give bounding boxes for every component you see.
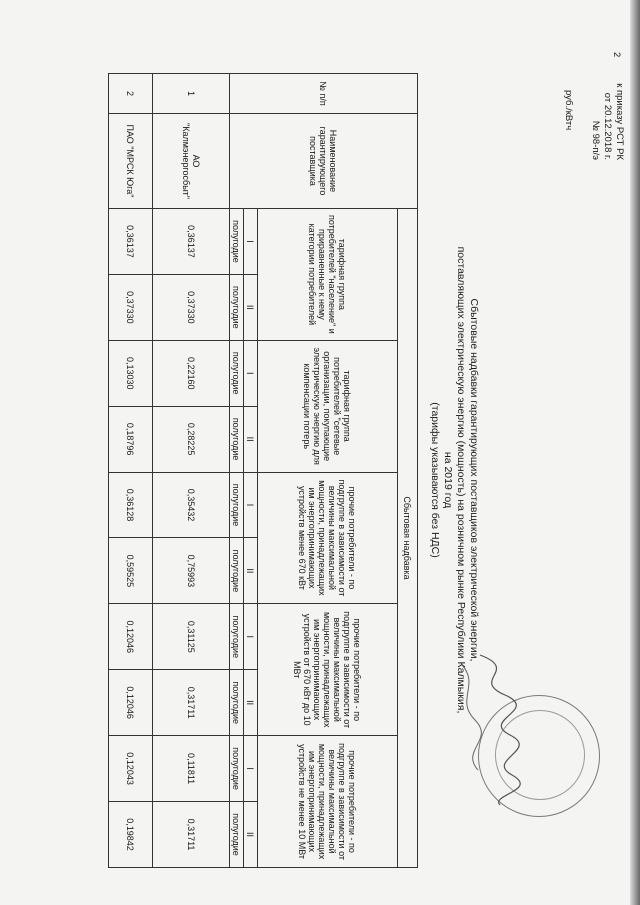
value-cell: 0,19842 — [109, 802, 153, 868]
half-label: I — [244, 472, 258, 538]
value-cell: 0,31125 — [152, 604, 229, 670]
header-number: № п/п — [230, 74, 418, 114]
title-line-2: поставляющих электрическую энергию (мощность) на розничном рынке Республики Калмыкия, — [455, 246, 467, 714]
group-under-670kw: прочие потребители - по подгруппе в зависимости от величины максимальной мощности, принадлежащих им энергопринимающих устройств менее 670 кВт — [258, 472, 398, 604]
order-line-2: от 20.12.2018 г. — [602, 92, 613, 160]
half-word: полугодие — [230, 802, 244, 868]
half-word: полугодие — [230, 340, 244, 406]
surcharge-table — [108, 73, 418, 868]
value-cell: 0,75993 — [152, 538, 229, 604]
table-row — [152, 74, 229, 868]
value-cell: 0,31711 — [152, 670, 229, 736]
handwritten-signature — [450, 650, 540, 810]
value-cell: 0,12043 — [109, 736, 153, 802]
supplier-name: ПАО "МРСК Юга" — [109, 114, 153, 209]
half-label: II — [244, 274, 258, 340]
value-cell: 0,36137 — [152, 209, 229, 275]
half-label: I — [244, 209, 258, 275]
group-grid-organizations: тарифная группа потребителей "сетевые организации, покупающие электрическую энергию для компенсации потерь — [258, 340, 398, 472]
order-line-1: к приказу РСТ РК — [614, 83, 625, 160]
supplier-name: АО "Калмэнергосбыт" — [152, 114, 229, 209]
value-cell: 0,18796 — [109, 406, 153, 472]
half-label: II — [244, 538, 258, 604]
half-word: полугодие — [230, 670, 244, 736]
header-surcharge: Сбытовая надбавка — [398, 209, 418, 868]
value-cell: 0,28225 — [152, 406, 229, 472]
half-label: I — [244, 604, 258, 670]
row-number: 2 — [109, 74, 153, 114]
half-word: полугодие — [230, 406, 244, 472]
half-word: полугодие — [230, 604, 244, 670]
table-row — [109, 74, 153, 868]
title-line-3: на 2019 год — [442, 451, 454, 509]
title-line-1: Сбытовые надбавки гарантирующих поставщиков электрической энергии, — [468, 298, 480, 662]
half-word: полугодие — [230, 209, 244, 275]
half-label: II — [244, 670, 258, 736]
group-over-10mw: прочие потребители - по подгруппе в зависимости от величины максимальной мощности, принадлежащих им энергопринимающих устройств не менее 10 МВт — [258, 736, 398, 868]
value-cell: 0,36128 — [109, 472, 153, 538]
value-cell: 0,31711 — [152, 802, 229, 868]
value-cell: 0,35432 — [152, 472, 229, 538]
value-cell: 0,11811 — [152, 736, 229, 802]
half-label: II — [244, 802, 258, 868]
row-number: 1 — [152, 74, 229, 114]
value-cell: 0,22160 — [152, 340, 229, 406]
value-cell: 0,37330 — [152, 274, 229, 340]
half-word: полугодие — [230, 472, 244, 538]
value-cell: 0,12046 — [109, 604, 153, 670]
value-cell: 0,37330 — [109, 274, 153, 340]
half-label: I — [244, 736, 258, 802]
half-word: полугодие — [230, 274, 244, 340]
value-cell: 0,13030 — [109, 340, 153, 406]
group-670kw-10mw: прочие потребители - по подгруппе в зависимости от величины максимальной мощности, принадлежащих им энергопринимающих устройств от 670 кВт до 10 МВт — [258, 604, 398, 736]
value-cell: 0,12046 — [109, 670, 153, 736]
title-line-4: (тарифы указываются без НДС) — [429, 402, 441, 558]
value-cell: 0,59525 — [109, 538, 153, 604]
unit-label: руб./кВтч — [563, 90, 574, 131]
half-label: I — [244, 340, 258, 406]
half-word: полугодие — [230, 736, 244, 802]
order-line-3: № 98-п/э — [590, 120, 601, 160]
order-reference — [589, 20, 625, 160]
value-cell: 0,36137 — [109, 209, 153, 275]
half-word: полугодие — [230, 538, 244, 604]
header-supplier: Наименование гарантирующего поставщика — [230, 114, 418, 209]
half-label: II — [244, 406, 258, 472]
group-population: тарифная группа потребителей "население" и приравненные к нему категории потребителей — [258, 209, 398, 341]
page-number: 2 — [611, 52, 622, 58]
